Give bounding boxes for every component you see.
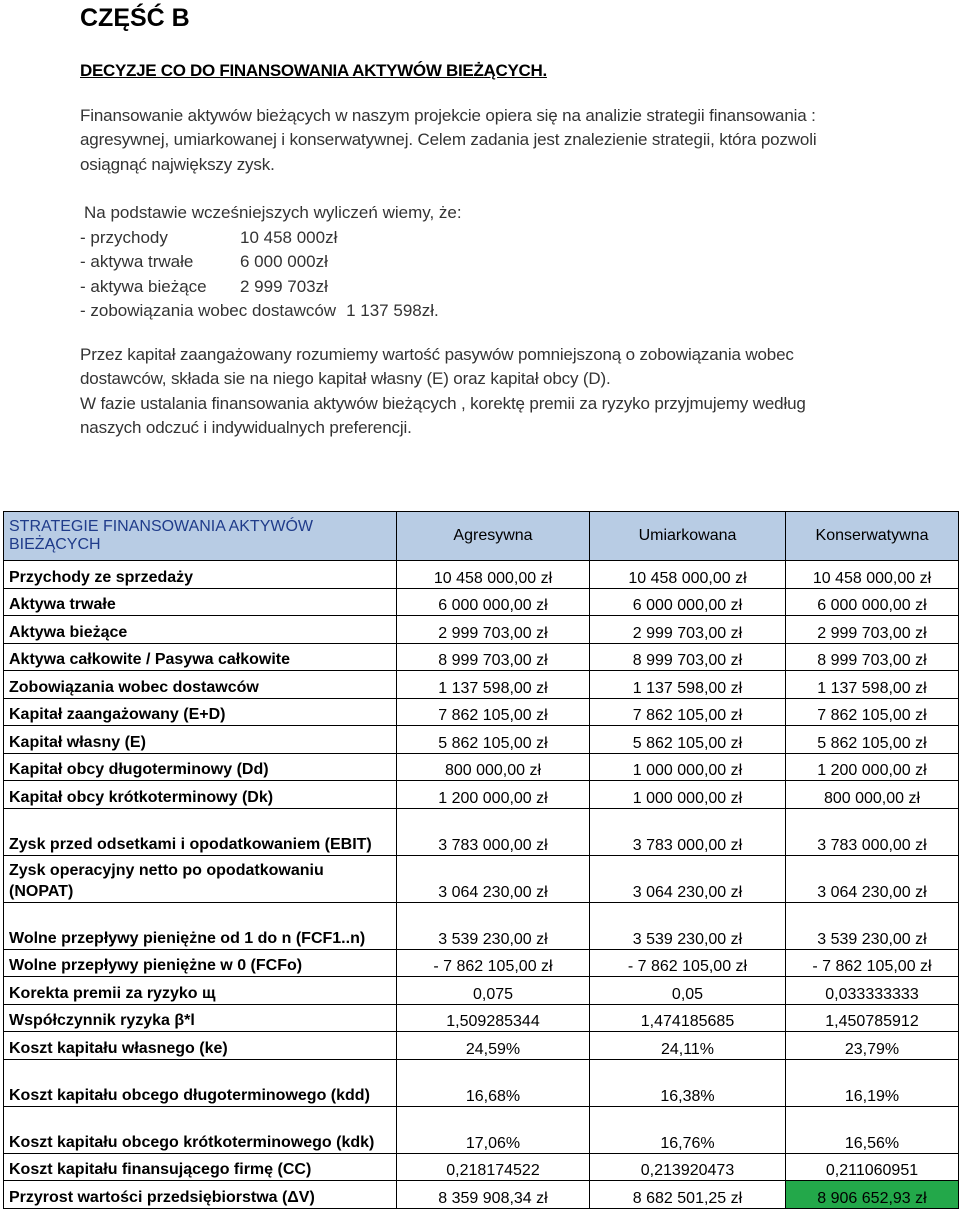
row-value: 1,450785912: [786, 1004, 959, 1032]
fact-value: 10 458 000zł: [240, 228, 338, 247]
row-value: 5 862 105,00 zł: [397, 726, 590, 754]
row-value: 8 906 652,93 zł: [786, 1181, 959, 1209]
column-header-konserwatywna: Konserwatywna: [786, 512, 959, 561]
row-value: 1 200 000,00 zł: [786, 753, 959, 781]
strategy-table: [3, 511, 959, 1209]
row-value: 7 862 105,00 zł: [786, 698, 959, 726]
row-value: 3 064 230,00 zł: [786, 855, 959, 902]
row-value: 1 000 000,00 zł: [590, 753, 786, 781]
row-value: 0,033333333: [786, 977, 959, 1005]
table-row: [4, 902, 959, 949]
row-label: Wolne przepływy pieniężne w 0 (FCFo): [4, 949, 397, 977]
row-label: Przyrost wartości przedsiębiorstwa (ΔV): [4, 1181, 397, 1209]
row-label: Zysk przed odsetkami i opodatkowaniem (EBIT): [4, 808, 397, 855]
fact-value: 1 137 598zł.: [346, 301, 439, 320]
row-value: - 7 862 105,00 zł: [590, 949, 786, 977]
row-value: 3 539 230,00 zł: [590, 902, 786, 949]
row-label: Kapitał zaangażowany (E+D): [4, 698, 397, 726]
row-value: 1 000 000,00 zł: [590, 781, 786, 809]
row-value: 8 999 703,00 zł: [397, 643, 590, 671]
row-value: 6 000 000,00 zł: [786, 588, 959, 616]
explanation-paragraph: [80, 343, 880, 440]
section-heading: CZĘŚĆ B: [80, 4, 190, 32]
row-value: 10 458 000,00 zł: [397, 561, 590, 589]
row-value: 1,509285344: [397, 1004, 590, 1032]
row-value: 8 359 908,34 zł: [397, 1181, 590, 1209]
row-value: 1 137 598,00 zł: [786, 671, 959, 699]
row-value: 0,211060951: [786, 1153, 959, 1181]
table-body: [4, 561, 959, 1209]
table-row: [4, 808, 959, 855]
row-label: Zobowiązania wobec dostawców: [4, 671, 397, 699]
fact-value: 6 000 000zł: [240, 252, 328, 271]
row-value: 5 862 105,00 zł: [590, 726, 786, 754]
table-row: [4, 671, 959, 699]
table-row: [4, 643, 959, 671]
table-row: [4, 1181, 959, 1209]
row-value: 2 999 703,00 zł: [786, 616, 959, 644]
row-label: Koszt kapitału obcego długoterminowego (kdd): [4, 1059, 397, 1106]
table-row: [4, 698, 959, 726]
explanation-line: naszych odczuć i indywidualnych preferencji.: [80, 417, 412, 437]
explanation-line: dostawców, składa sie na niego kapitał własny (E) oraz kapitał obcy (D).: [80, 369, 611, 389]
row-label: Zysk operacyjny netto po opodatkowaniu (NOPAT): [4, 855, 397, 902]
column-header-agresywna: Agresywna: [397, 512, 590, 561]
row-value: 3 783 000,00 zł: [397, 808, 590, 855]
row-value: 1 137 598,00 zł: [590, 671, 786, 699]
row-label: Kapitał własny (E): [4, 726, 397, 754]
row-value: 3 064 230,00 zł: [397, 855, 590, 902]
explanation-line: Przez kapitał zaangażowany rozumiemy wartość pasywów pomniejszoną o zobowiązania wobec: [80, 345, 794, 364]
row-value: 16,38%: [590, 1059, 786, 1106]
row-value: 8 999 703,00 zł: [590, 643, 786, 671]
explanation-line: W fazie ustalania finansowania aktywów bieżących , korektę premii za ryzyko przyjmujemy według: [80, 393, 806, 413]
row-label: Koszt kapitału obcego krótkoterminowego (kdk): [4, 1106, 397, 1153]
table-row: [4, 855, 959, 902]
row-value: 1,474185685: [590, 1004, 786, 1032]
row-label: Aktywa całkowite / Pasywa całkowite: [4, 643, 397, 671]
row-value: 0,218174522: [397, 1153, 590, 1181]
row-value: 3 539 230,00 zł: [397, 902, 590, 949]
fact-value: 2 999 703zł: [240, 277, 328, 296]
row-value: 0,05: [590, 977, 786, 1005]
row-value: 0,075: [397, 977, 590, 1005]
row-value: 5 862 105,00 zł: [786, 726, 959, 754]
table-row: [4, 616, 959, 644]
row-value: 16,76%: [590, 1106, 786, 1153]
table-row: [4, 977, 959, 1005]
table-row: [4, 1059, 959, 1106]
row-value: 16,68%: [397, 1059, 590, 1106]
section-subheading: DECYZJE CO DO FINANSOWANIA AKTYWÓW BIEŻĄCYCH.: [80, 61, 547, 80]
row-value: 800 000,00 zł: [397, 753, 590, 781]
row-label: Kapitał obcy długoterminowy (Dd): [4, 753, 397, 781]
fact-item: [80, 277, 328, 297]
table-row: [4, 1106, 959, 1153]
row-value: 17,06%: [397, 1106, 590, 1153]
fact-label: - aktywa trwałe: [80, 252, 194, 271]
row-label: Wolne przepływy pieniężne od 1 do n (FCF1..n): [4, 902, 397, 949]
row-value: 23,79%: [786, 1032, 959, 1060]
row-value: - 7 862 105,00 zł: [786, 949, 959, 977]
table-row: [4, 1153, 959, 1181]
row-label: Kapitał obcy krótkoterminowy (Dk): [4, 781, 397, 809]
table-row: [4, 781, 959, 809]
table-row: [4, 726, 959, 754]
row-value: 10 458 000,00 zł: [786, 561, 959, 589]
row-value: 24,59%: [397, 1032, 590, 1060]
row-value: 3 539 230,00 zł: [786, 902, 959, 949]
row-value: 16,19%: [786, 1059, 959, 1106]
row-value: 10 458 000,00 zł: [590, 561, 786, 589]
row-value: 3 064 230,00 zł: [590, 855, 786, 902]
row-label: Aktywa bieżące: [4, 616, 397, 644]
row-value: 7 862 105,00 zł: [590, 698, 786, 726]
table-corner-header: STRATEGIE FINANSOWANIA AKTYWÓW BIEŻĄCYCH: [4, 512, 397, 561]
row-value: 1 137 598,00 zł: [397, 671, 590, 699]
row-value: 24,11%: [590, 1032, 786, 1060]
fact-label: - zobowiązania wobec dostawców: [80, 301, 337, 320]
table-row: [4, 1032, 959, 1060]
row-value: 0,213920473: [590, 1153, 786, 1181]
table-row: [4, 949, 959, 977]
row-value: 2 999 703,00 zł: [397, 616, 590, 644]
table-header-row: [4, 512, 959, 561]
fact-label: - przychody: [80, 228, 168, 247]
row-label: Przychody ze sprzedaży: [4, 561, 397, 589]
row-label: Koszt kapitału własnego (ke): [4, 1032, 397, 1060]
facts-title: Na podstawie wcześniejszych wyliczeń wiemy, że:: [84, 203, 462, 222]
row-value: 1 200 000,00 zł: [397, 781, 590, 809]
row-label: Aktywa trwałe: [4, 588, 397, 616]
table-row: [4, 1004, 959, 1032]
row-value: 2 999 703,00 zł: [590, 616, 786, 644]
fact-item: [80, 252, 328, 272]
row-value: 6 000 000,00 zł: [590, 588, 786, 616]
table-row: [4, 561, 959, 589]
row-value: 7 862 105,00 zł: [397, 698, 590, 726]
row-label: Współczynnik ryzyka β*l: [4, 1004, 397, 1032]
fact-item: [80, 301, 439, 321]
row-value: 3 783 000,00 zł: [590, 808, 786, 855]
row-value: - 7 862 105,00 zł: [397, 949, 590, 977]
row-value: 6 000 000,00 zł: [397, 588, 590, 616]
row-label: Koszt kapitału finansującego firmę (CC): [4, 1153, 397, 1181]
row-value: 8 999 703,00 zł: [786, 643, 959, 671]
row-value: 3 783 000,00 zł: [786, 808, 959, 855]
row-label: Korekta premii za ryzyko щ: [4, 977, 397, 1005]
intro-paragraph: Finansowanie aktywów bieżących w naszym projekcie opiera się na analizie strategii finansowania : agresywnej, umiarkowanej i konserwatywnej. Celem zadania jest znalezienie strategii, która pozwoli osiągnąć największy zysk.: [80, 106, 817, 174]
row-value: 800 000,00 zł: [786, 781, 959, 809]
column-header-umiarkowana: Umiarkowana: [590, 512, 786, 561]
row-value: 16,56%: [786, 1106, 959, 1153]
fact-label: - aktywa bieżące: [80, 277, 207, 296]
table-row: [4, 753, 959, 781]
table-row: [4, 588, 959, 616]
fact-item: [80, 228, 337, 248]
row-value: 8 682 501,25 zł: [590, 1181, 786, 1209]
